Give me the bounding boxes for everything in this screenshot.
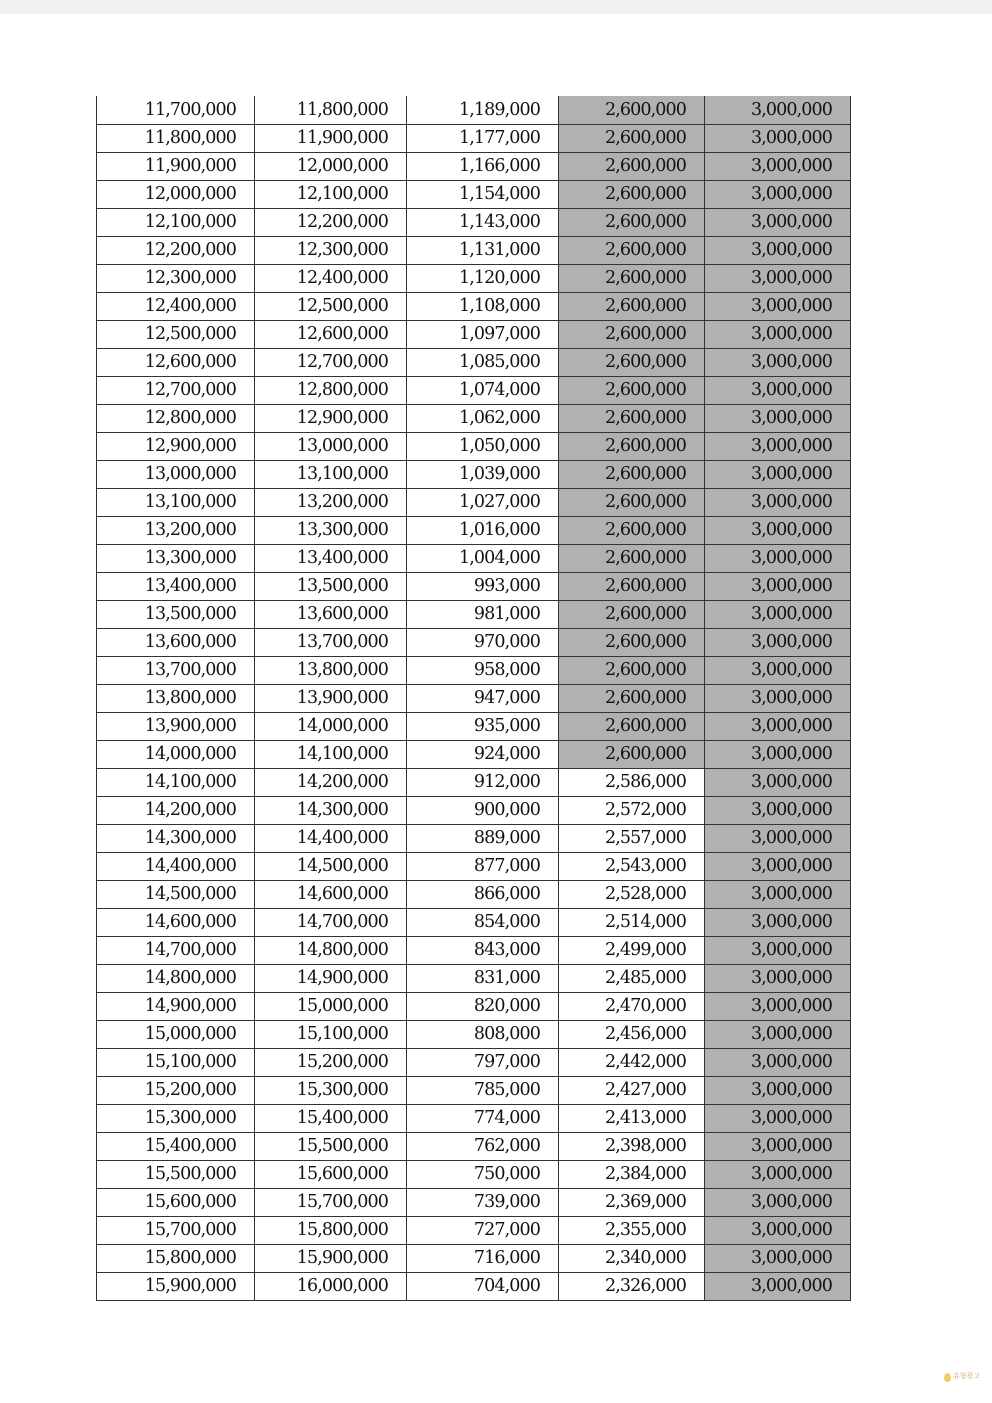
table-cell: 15,200,000 <box>97 1076 255 1104</box>
table-cell: 12,500,000 <box>97 320 255 348</box>
table-cell: 3,000,000 <box>705 572 851 600</box>
table-cell: 2,528,000 <box>559 880 705 908</box>
table-cell: 3,000,000 <box>705 1020 851 1048</box>
table-row <box>97 1244 851 1272</box>
table-cell: 13,600,000 <box>255 600 407 628</box>
table-cell: 1,143,000 <box>407 208 559 236</box>
table-cell: 2,600,000 <box>559 376 705 404</box>
table-cell: 14,500,000 <box>255 852 407 880</box>
table-cell: 2,384,000 <box>559 1160 705 1188</box>
table-row <box>97 1048 851 1076</box>
table-cell: 12,600,000 <box>97 348 255 376</box>
table-row <box>97 936 851 964</box>
table-row <box>97 1272 851 1300</box>
table-cell: 3,000,000 <box>705 852 851 880</box>
table-cell: 3,000,000 <box>705 992 851 1020</box>
table-cell: 12,200,000 <box>97 236 255 264</box>
table-cell: 2,586,000 <box>559 768 705 796</box>
table-row <box>97 1216 851 1244</box>
table-row <box>97 628 851 656</box>
table-cell: 11,800,000 <box>255 96 407 124</box>
table-cell: 3,000,000 <box>705 488 851 516</box>
table-cell: 1,154,000 <box>407 180 559 208</box>
table-row <box>97 656 851 684</box>
table-cell: 14,600,000 <box>97 908 255 936</box>
table-cell: 13,000,000 <box>255 432 407 460</box>
amount-table-body <box>97 96 851 1300</box>
table-cell: 12,300,000 <box>255 236 407 264</box>
table-cell: 1,177,000 <box>407 124 559 152</box>
table-cell: 1,027,000 <box>407 488 559 516</box>
table-cell: 16,000,000 <box>255 1272 407 1300</box>
table-cell: 12,400,000 <box>255 264 407 292</box>
table-cell: 1,050,000 <box>407 432 559 460</box>
table-cell: 3,000,000 <box>705 292 851 320</box>
table-cell: 2,600,000 <box>559 208 705 236</box>
table-cell: 935,000 <box>407 712 559 740</box>
table-cell: 2,600,000 <box>559 600 705 628</box>
table-row <box>97 376 851 404</box>
table-cell: 14,200,000 <box>97 796 255 824</box>
table-row <box>97 572 851 600</box>
table-row <box>97 600 851 628</box>
table-row <box>97 516 851 544</box>
table-cell: 3,000,000 <box>705 712 851 740</box>
drop-icon <box>944 1373 951 1382</box>
table-cell: 831,000 <box>407 964 559 992</box>
table-row <box>97 824 851 852</box>
table-row <box>97 964 851 992</box>
table-cell: 2,369,000 <box>559 1188 705 1216</box>
table-cell: 2,600,000 <box>559 96 705 124</box>
table-cell: 14,000,000 <box>97 740 255 768</box>
table-cell: 3,000,000 <box>705 1076 851 1104</box>
table-cell: 2,355,000 <box>559 1216 705 1244</box>
table-cell: 15,700,000 <box>97 1216 255 1244</box>
table-cell: 762,000 <box>407 1132 559 1160</box>
table-cell: 3,000,000 <box>705 124 851 152</box>
table-cell: 2,600,000 <box>559 544 705 572</box>
table-cell: 3,000,000 <box>705 1244 851 1272</box>
table-cell: 1,039,000 <box>407 460 559 488</box>
table-cell: 12,700,000 <box>255 348 407 376</box>
table-cell: 2,600,000 <box>559 572 705 600</box>
table-cell: 13,900,000 <box>97 712 255 740</box>
table-cell: 1,097,000 <box>407 320 559 348</box>
table-cell: 3,000,000 <box>705 236 851 264</box>
table-row <box>97 124 851 152</box>
table-cell: 1,085,000 <box>407 348 559 376</box>
table-cell: 3,000,000 <box>705 1048 851 1076</box>
table-cell: 2,470,000 <box>559 992 705 1020</box>
table-cell: 2,600,000 <box>559 684 705 712</box>
table-cell: 15,700,000 <box>255 1188 407 1216</box>
table-cell: 3,000,000 <box>705 768 851 796</box>
table-cell: 3,000,000 <box>705 628 851 656</box>
table-cell: 3,000,000 <box>705 208 851 236</box>
table-cell: 13,100,000 <box>97 488 255 516</box>
table-cell: 2,600,000 <box>559 180 705 208</box>
table-cell: 13,300,000 <box>255 516 407 544</box>
table-row <box>97 348 851 376</box>
table-cell: 900,000 <box>407 796 559 824</box>
table-cell: 3,000,000 <box>705 460 851 488</box>
table-cell: 2,600,000 <box>559 236 705 264</box>
table-cell: 808,000 <box>407 1020 559 1048</box>
table-cell: 15,900,000 <box>97 1272 255 1300</box>
table-cell: 1,166,000 <box>407 152 559 180</box>
table-cell: 14,500,000 <box>97 880 255 908</box>
table-cell: 3,000,000 <box>705 348 851 376</box>
table-row <box>97 1132 851 1160</box>
table-cell: 13,300,000 <box>97 544 255 572</box>
table-cell: 13,100,000 <box>255 460 407 488</box>
table-cell: 14,100,000 <box>255 740 407 768</box>
table-cell: 12,800,000 <box>255 376 407 404</box>
table-cell: 12,800,000 <box>97 404 255 432</box>
table-cell: 3,000,000 <box>705 1160 851 1188</box>
table-cell: 15,100,000 <box>97 1048 255 1076</box>
table-cell: 12,100,000 <box>97 208 255 236</box>
table-cell: 2,442,000 <box>559 1048 705 1076</box>
table-cell: 14,900,000 <box>255 964 407 992</box>
table-cell: 797,000 <box>407 1048 559 1076</box>
table-cell: 785,000 <box>407 1076 559 1104</box>
table-cell: 13,400,000 <box>255 544 407 572</box>
table-cell: 2,514,000 <box>559 908 705 936</box>
table-cell: 727,000 <box>407 1216 559 1244</box>
table-cell: 970,000 <box>407 628 559 656</box>
table-row <box>97 1104 851 1132</box>
table-cell: 13,700,000 <box>97 656 255 684</box>
table-cell: 13,000,000 <box>97 460 255 488</box>
table-cell: 2,600,000 <box>559 516 705 544</box>
table-cell: 3,000,000 <box>705 96 851 124</box>
table-cell: 15,100,000 <box>255 1020 407 1048</box>
table-cell: 981,000 <box>407 600 559 628</box>
table-cell: 11,700,000 <box>97 96 255 124</box>
table-row <box>97 460 851 488</box>
table-cell: 3,000,000 <box>705 1188 851 1216</box>
table-cell: 820,000 <box>407 992 559 1020</box>
table-cell: 3,000,000 <box>705 264 851 292</box>
table-row <box>97 880 851 908</box>
table-row <box>97 712 851 740</box>
table-cell: 3,000,000 <box>705 1132 851 1160</box>
table-cell: 774,000 <box>407 1104 559 1132</box>
amount-table <box>96 96 851 1301</box>
table-cell: 993,000 <box>407 572 559 600</box>
table-cell: 3,000,000 <box>705 516 851 544</box>
table-cell: 739,000 <box>407 1188 559 1216</box>
table-cell: 3,000,000 <box>705 684 851 712</box>
table-cell: 13,900,000 <box>255 684 407 712</box>
table-cell: 716,000 <box>407 1244 559 1272</box>
table-cell: 13,700,000 <box>255 628 407 656</box>
table-row <box>97 292 851 320</box>
table-cell: 2,600,000 <box>559 656 705 684</box>
table-cell: 2,600,000 <box>559 320 705 348</box>
table-row <box>97 152 851 180</box>
table-row <box>97 796 851 824</box>
table-cell: 14,800,000 <box>97 964 255 992</box>
table-cell: 12,400,000 <box>97 292 255 320</box>
table-cell: 1,074,000 <box>407 376 559 404</box>
table-cell: 3,000,000 <box>705 1272 851 1300</box>
table-cell: 11,900,000 <box>97 152 255 180</box>
table-cell: 3,000,000 <box>705 404 851 432</box>
table-row <box>97 96 851 124</box>
table-cell: 3,000,000 <box>705 1216 851 1244</box>
table-cell: 3,000,000 <box>705 320 851 348</box>
table-cell: 12,600,000 <box>255 320 407 348</box>
table-cell: 2,600,000 <box>559 404 705 432</box>
table-cell: 877,000 <box>407 852 559 880</box>
table-cell: 15,600,000 <box>255 1160 407 1188</box>
table-cell: 2,413,000 <box>559 1104 705 1132</box>
table-cell: 14,300,000 <box>97 824 255 852</box>
table-cell: 13,400,000 <box>97 572 255 600</box>
table-row <box>97 432 851 460</box>
table-cell: 14,400,000 <box>255 824 407 852</box>
table-cell: 2,600,000 <box>559 348 705 376</box>
table-cell: 2,572,000 <box>559 796 705 824</box>
table-cell: 3,000,000 <box>705 656 851 684</box>
table-cell: 14,300,000 <box>255 796 407 824</box>
table-cell: 15,500,000 <box>97 1160 255 1188</box>
table-cell: 12,700,000 <box>97 376 255 404</box>
table-cell: 13,800,000 <box>97 684 255 712</box>
table-cell: 15,000,000 <box>97 1020 255 1048</box>
table-row <box>97 684 851 712</box>
table-row <box>97 1076 851 1104</box>
table-cell: 14,700,000 <box>255 908 407 936</box>
table-cell: 15,600,000 <box>97 1188 255 1216</box>
table-cell: 12,000,000 <box>97 180 255 208</box>
table-cell: 15,400,000 <box>255 1104 407 1132</box>
table-cell: 3,000,000 <box>705 544 851 572</box>
table-cell: 14,200,000 <box>255 768 407 796</box>
table-cell: 2,600,000 <box>559 628 705 656</box>
table-cell: 3,000,000 <box>705 936 851 964</box>
table-cell: 3,000,000 <box>705 376 851 404</box>
table-cell: 3,000,000 <box>705 1104 851 1132</box>
table-cell: 3,000,000 <box>705 964 851 992</box>
table-cell: 912,000 <box>407 768 559 796</box>
table-cell: 2,600,000 <box>559 292 705 320</box>
table-cell: 12,100,000 <box>255 180 407 208</box>
table-cell: 843,000 <box>407 936 559 964</box>
table-cell: 704,000 <box>407 1272 559 1300</box>
table-cell: 15,300,000 <box>97 1104 255 1132</box>
table-cell: 11,800,000 <box>97 124 255 152</box>
table-cell: 12,300,000 <box>97 264 255 292</box>
table-cell: 13,600,000 <box>97 628 255 656</box>
table-cell: 3,000,000 <box>705 796 851 824</box>
table-row <box>97 488 851 516</box>
table-row <box>97 1020 851 1048</box>
table-cell: 14,700,000 <box>97 936 255 964</box>
table-cell: 2,600,000 <box>559 460 705 488</box>
table-cell: 2,340,000 <box>559 1244 705 1272</box>
table-cell: 3,000,000 <box>705 740 851 768</box>
table-cell: 14,900,000 <box>97 992 255 1020</box>
table-cell: 2,600,000 <box>559 124 705 152</box>
table-row <box>97 208 851 236</box>
table-cell: 2,600,000 <box>559 488 705 516</box>
table-cell: 750,000 <box>407 1160 559 1188</box>
table-row <box>97 768 851 796</box>
table-cell: 15,500,000 <box>255 1132 407 1160</box>
table-row <box>97 1188 851 1216</box>
table-cell: 2,600,000 <box>559 740 705 768</box>
table-cell: 2,543,000 <box>559 852 705 880</box>
table-cell: 1,108,000 <box>407 292 559 320</box>
table-cell: 1,004,000 <box>407 544 559 572</box>
table-row <box>97 740 851 768</box>
table-row <box>97 320 851 348</box>
table-cell: 924,000 <box>407 740 559 768</box>
table-cell: 2,600,000 <box>559 432 705 460</box>
table-cell: 13,500,000 <box>97 600 255 628</box>
table-row <box>97 264 851 292</box>
table-cell: 2,398,000 <box>559 1132 705 1160</box>
table-cell: 15,200,000 <box>255 1048 407 1076</box>
table-row <box>97 544 851 572</box>
table-cell: 13,200,000 <box>255 488 407 516</box>
table-cell: 12,500,000 <box>255 292 407 320</box>
table-cell: 15,000,000 <box>255 992 407 1020</box>
table-row <box>97 236 851 264</box>
table-cell: 14,600,000 <box>255 880 407 908</box>
table-cell: 1,062,000 <box>407 404 559 432</box>
table-cell: 958,000 <box>407 656 559 684</box>
table-cell: 14,000,000 <box>255 712 407 740</box>
table-cell: 1,131,000 <box>407 236 559 264</box>
table-cell: 2,600,000 <box>559 264 705 292</box>
table-cell: 2,557,000 <box>559 824 705 852</box>
table-cell: 3,000,000 <box>705 152 851 180</box>
table-cell: 14,800,000 <box>255 936 407 964</box>
table-row <box>97 404 851 432</box>
table-cell: 12,900,000 <box>97 432 255 460</box>
table-cell: 3,000,000 <box>705 432 851 460</box>
table-cell: 947,000 <box>407 684 559 712</box>
table-row <box>97 180 851 208</box>
table-row <box>97 992 851 1020</box>
table-cell: 2,499,000 <box>559 936 705 964</box>
table-cell: 15,800,000 <box>255 1216 407 1244</box>
table-cell: 2,456,000 <box>559 1020 705 1048</box>
table-cell: 1,016,000 <box>407 516 559 544</box>
table-cell: 14,400,000 <box>97 852 255 880</box>
table-cell: 11,900,000 <box>255 124 407 152</box>
table-cell: 15,800,000 <box>97 1244 255 1272</box>
table-cell: 15,400,000 <box>97 1132 255 1160</box>
table-cell: 3,000,000 <box>705 908 851 936</box>
table-cell: 1,189,000 <box>407 96 559 124</box>
table-cell: 854,000 <box>407 908 559 936</box>
table-cell: 2,600,000 <box>559 152 705 180</box>
table-cell: 14,100,000 <box>97 768 255 796</box>
table-row <box>97 1160 851 1188</box>
table-cell: 15,300,000 <box>255 1076 407 1104</box>
table-cell: 15,900,000 <box>255 1244 407 1272</box>
table-cell: 3,000,000 <box>705 600 851 628</box>
table-row <box>97 908 851 936</box>
table-cell: 12,200,000 <box>255 208 407 236</box>
page-top-band <box>0 0 992 14</box>
watermark-label: 유형광고 <box>953 1372 981 1380</box>
table-cell: 2,485,000 <box>559 964 705 992</box>
table-cell: 13,500,000 <box>255 572 407 600</box>
table-cell: 13,800,000 <box>255 656 407 684</box>
watermark-logo <box>944 1365 984 1385</box>
table-cell: 12,000,000 <box>255 152 407 180</box>
table-cell: 866,000 <box>407 880 559 908</box>
table-cell: 2,427,000 <box>559 1076 705 1104</box>
table-cell: 1,120,000 <box>407 264 559 292</box>
table-cell: 2,600,000 <box>559 712 705 740</box>
table-row <box>97 852 851 880</box>
table-cell: 3,000,000 <box>705 180 851 208</box>
table-cell: 2,326,000 <box>559 1272 705 1300</box>
table-cell: 889,000 <box>407 824 559 852</box>
table-cell: 13,200,000 <box>97 516 255 544</box>
table-cell: 3,000,000 <box>705 824 851 852</box>
table-cell: 3,000,000 <box>705 880 851 908</box>
table-cell: 12,900,000 <box>255 404 407 432</box>
